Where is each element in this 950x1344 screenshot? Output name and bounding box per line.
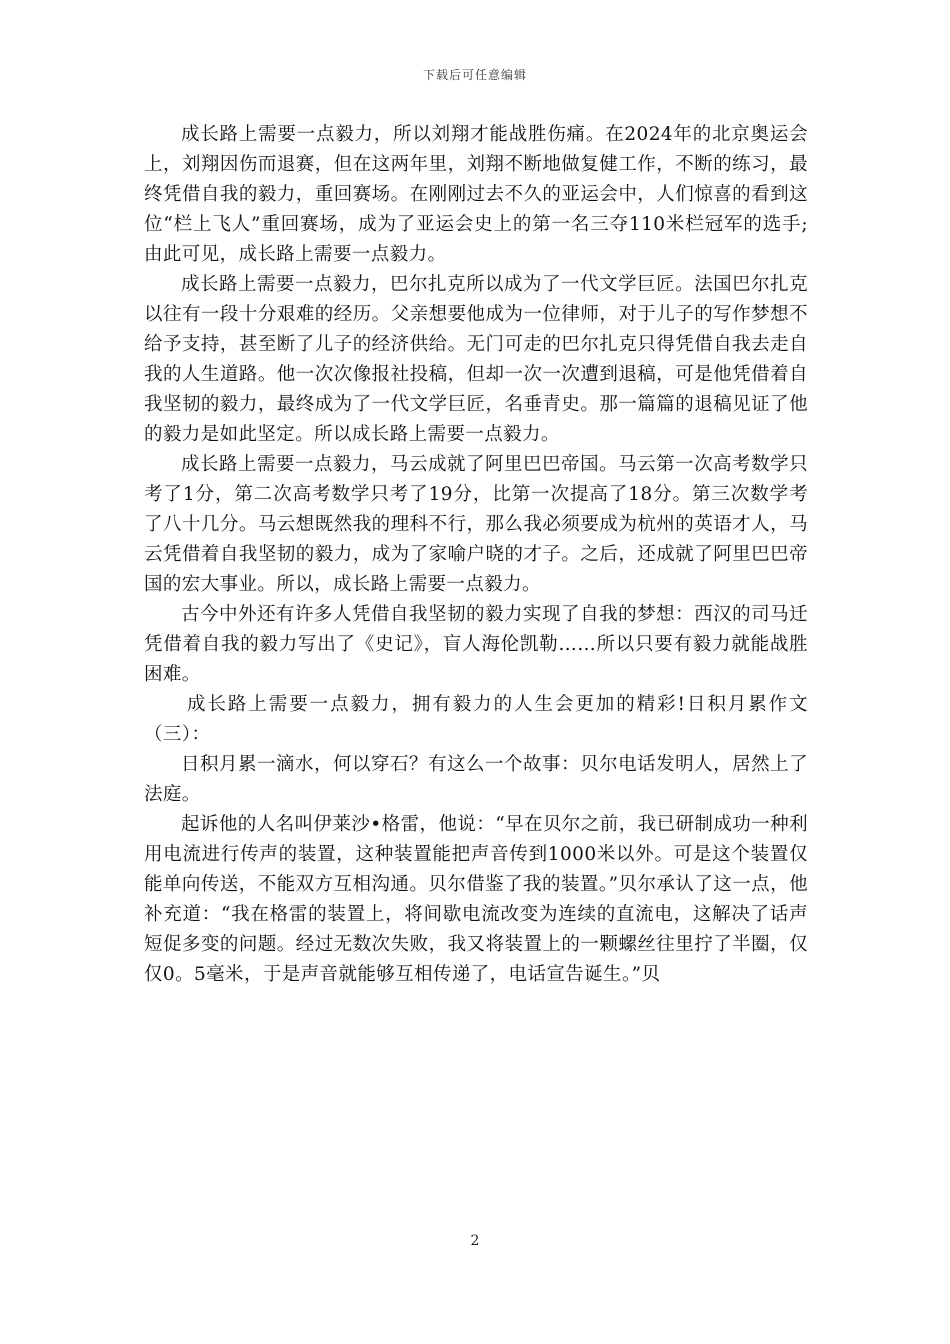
paragraph-bell-gray: 起诉他的人名叫伊莱沙•格雷，他说：“早在贝尔之前，我已研制成功一种利用电流进行传声的装置，这种装置能把声音传到1000米以外。可是这个装置仅能单向传送，不能双方互相沟通。贝尔借鉴了我的装置。”贝尔承认了这一点，他补充道：“我在格雷的装置上，将间歇电流改变为连续的直流电，这解决了话声短促多变的问题。经过无数次失败，我又将装置上的一颗螺丝往里拧了半圈，仅仅0。5毫米，于是声音就能够互相传递了，电话宣告诞生。”贝 bbox=[144, 814, 808, 985]
paragraph-liu-xiang: 成长路上需要一点毅力，所以刘翔才能战胜伤痛。在2024年的北京奥运会上，刘翔因伤而退赛，但在这两年里，刘翔不断地做复健工作，不断的练习，最终凭借自我的毅力，重回赛场。在刚刚过去不久的亚运会中，人们惊喜的看到这位“栏上飞人”重回赛场，成为了亚运会史上的第一名三夺110米栏冠军的选手;由此可见，成长路上需要一点毅力。 bbox=[144, 124, 808, 265]
paragraph-ma-yun: 成长路上需要一点毅力，马云成就了阿里巴巴帝国。马云第一次高考数学只考了1分，第二次高考数学只考了19分，比第一次提高了18分。第三次数学考了八十几分。马云想既然我的理科不行，那么我必须要成为杭州的英语才人，马云凭借着自我坚韧的毅力，成为了家喻户晓的才子。之后，还成就了阿里巴巴帝国的宏大事业。所以，成长路上需要一点毅力。 bbox=[144, 454, 808, 595]
paragraph-examples: 古今中外还有许多人凭借自我坚韧的毅力实现了自我的梦想：西汉的司马迁凭借着自我的毅力写出了《史记》，盲人海伦凯勒……所以只要有毅力就能战胜困难。 bbox=[144, 604, 808, 685]
page-header: 下载后可任意编辑 bbox=[422, 68, 527, 82]
paragraph-balzac: 成长路上需要一点毅力，巴尔扎克所以成为了一代文学巨匠。法国巴尔扎克以往有一段十分艰难的经历。父亲想要他成为一位律师，对于儿子的写作梦想不给予支持，甚至断了儿子的经济供给。无门可走的巴尔扎克只得凭借自我去走自我的人生道路。他一次次像报社投稿，但却一次一次遭到退稿，可是他凭借着自我坚韧的毅力，最终成为了一代文学巨匠，名垂青史。那一篇篇的退稿见证了他的毅力是如此坚定。所以成长路上需要一点毅力。 bbox=[144, 274, 808, 445]
paragraph-bell-intro: 日积月累一滴水，何以穿石？有这么一个故事：贝尔电话发明人，居然上了法庭。 bbox=[144, 754, 808, 805]
paragraph-conclusion: 成长路上需要一点毅力，拥有毅力的人生会更加的精彩!日积月累作文（三）： bbox=[144, 694, 808, 745]
document-body bbox=[144, 120, 808, 990]
page-number: 2 bbox=[470, 1233, 480, 1249]
